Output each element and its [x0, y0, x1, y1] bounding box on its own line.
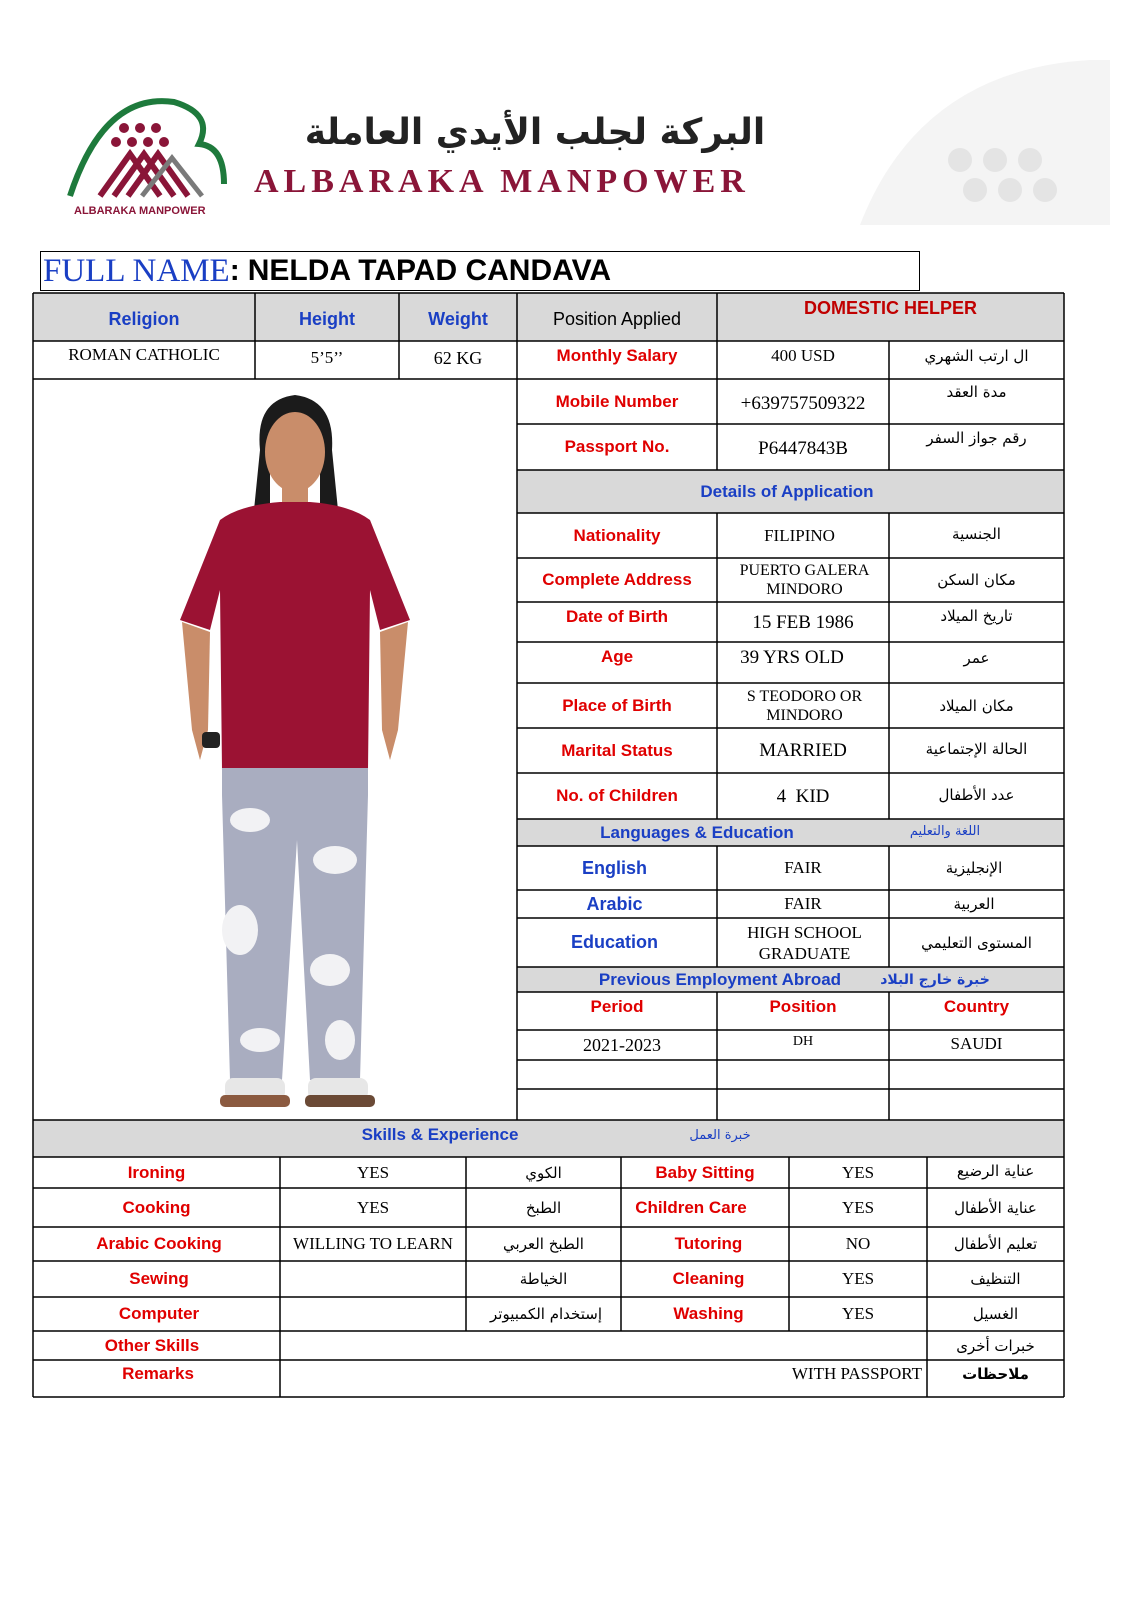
height-value: 5’5’’	[310, 348, 344, 367]
nationality-value: FILIPINO	[764, 525, 835, 545]
children-label: No. of Children	[556, 786, 678, 805]
weight-label: Weight	[428, 308, 488, 329]
marital-status-ar: الحالة الإجتماعية	[925, 740, 1028, 758]
arabic-ar: العربية	[953, 895, 995, 913]
arabic-label: Arabic	[586, 893, 643, 914]
skills-heading: Skills & Experience	[361, 1125, 519, 1144]
education-label: Education	[570, 932, 658, 952]
place-of-birth-label: Place of Birth	[562, 695, 672, 715]
employment-period-value: 2021-2023	[583, 1034, 661, 1055]
dob-ar: تاريخ الميلاد	[940, 607, 1013, 625]
employment-country-value: SAUDI	[950, 1034, 1003, 1053]
position-header: Position	[769, 997, 837, 1016]
skill-sewing-value	[280, 1261, 466, 1297]
country-header: Country	[943, 997, 1010, 1016]
languages-heading-ar: اللغة والتعليم	[909, 823, 981, 839]
english-ar: الإنجليزية	[945, 859, 1003, 877]
age-label: Age	[600, 647, 634, 666]
skill-washing-value: YES	[841, 1304, 875, 1323]
children-ar: عدد الأطفال	[938, 786, 1015, 804]
passport-number-label: Passport No.	[564, 437, 670, 456]
other-skills-value	[280, 1331, 927, 1360]
dob-label: Date of Birth	[566, 607, 668, 626]
remarks-label: Remarks	[122, 1364, 194, 1383]
skill-tutoring-value: NO	[845, 1234, 871, 1253]
skill-children-care-label: Children Care	[635, 1197, 747, 1217]
full-name-label: FULL NAME	[43, 252, 230, 289]
position-applied-label: Position Applied	[552, 308, 682, 329]
marital-status-label: Marital Status	[561, 740, 673, 760]
skill-computer-label: Computer	[118, 1304, 200, 1323]
nationality-ar: الجنسية	[952, 525, 1001, 543]
logo-caption: ALBARAKA MANPOWER	[74, 205, 206, 217]
position-applied-value: DOMESTIC HELPER	[803, 297, 977, 318]
children-value: 4 KID	[776, 786, 830, 807]
skill-arabic-cooking-value: WILLING TO LEARN	[293, 1234, 453, 1253]
skill-cleaning-label: Cleaning	[672, 1269, 745, 1288]
employment-heading-ar: خبرة خارج البلاد	[880, 971, 990, 988]
skill-baby-sitting-ar: عناية الرضيع	[956, 1162, 1035, 1180]
address-ar: مكان السكن	[937, 571, 1016, 589]
skill-computer-ar: إستخدام الكمبيوتر	[490, 1305, 602, 1323]
arabic-company-name: البركة لجلب الأيدي العاملة	[304, 112, 766, 153]
monthly-salary-value: 400 USD	[771, 346, 835, 365]
english-label: English	[581, 857, 647, 878]
skill-computer-value	[280, 1297, 466, 1331]
employment-heading: Previous Employment Abroad	[598, 969, 842, 989]
other-skills-label: Other Skills	[104, 1335, 200, 1355]
skills-heading-ar: خبرة العمل	[689, 1127, 751, 1143]
skill-baby-sitting-value: YES	[841, 1162, 875, 1182]
height-label: Height	[299, 308, 355, 329]
english-value: FAIR	[784, 858, 822, 877]
period-header: Period	[590, 997, 644, 1016]
skill-sewing-ar: الخياطة	[519, 1270, 568, 1288]
skill-arabic-cooking-ar: الطبخ العربي	[503, 1235, 584, 1253]
age-ar: عمر	[963, 649, 990, 667]
marital-status-value: MARRIED	[759, 739, 847, 761]
mobile-number-value: +639757509322	[740, 393, 866, 414]
skill-ironing-value: YES	[356, 1162, 390, 1182]
education-ar: المستوى التعليمي	[921, 933, 1032, 952]
skill-arabic-cooking-label: Arabic Cooking	[96, 1234, 222, 1253]
skill-cooking-label: Cooking	[122, 1197, 191, 1217]
skill-ironing-label: Ironing	[127, 1162, 186, 1182]
dob-value: 15 FEB 1986	[752, 612, 854, 633]
skill-cooking-ar: الطبخ	[525, 1198, 562, 1217]
skill-children-care-value: YES	[841, 1197, 875, 1217]
skill-washing-ar: الغسيل	[972, 1305, 1019, 1323]
details-heading: Details of Application	[700, 481, 874, 501]
skill-cleaning-value: YES	[841, 1269, 875, 1288]
weight-value: 62 KG	[433, 347, 483, 368]
place-of-birth-ar: مكان الميلاد	[939, 696, 1014, 715]
monthly-salary-label: Monthly Salary	[556, 346, 678, 365]
passport-number-ar: رقم جواز السفر	[926, 429, 1027, 447]
monthly-salary-ar: ال ارتب الشهري	[924, 347, 1029, 365]
other-skills-ar: خبرات أخرى	[956, 1336, 1035, 1355]
english-company-name: ALBARAKA MANPOWER	[254, 163, 750, 200]
mobile-number-ar: مدة العقد	[946, 383, 1007, 401]
skill-cleaning-ar: التنظيف	[970, 1270, 1021, 1288]
languages-heading: Languages & Education	[600, 822, 794, 842]
place-of-birth-value: S TEODORO OR MINDORO	[746, 687, 863, 724]
employment-position-value: DH	[792, 1034, 814, 1049]
full-name-value: NELDA TAPAD CANDAVA	[247, 254, 612, 287]
remarks-value: WITH PASSPORT	[791, 1364, 922, 1383]
address-value: PUERTO GALERA MINDORO	[739, 562, 870, 598]
skill-tutoring-label: Tutoring	[674, 1234, 743, 1253]
full-name-separator: :	[229, 254, 240, 287]
mobile-number-label: Mobile Number	[555, 391, 679, 411]
skill-sewing-label: Sewing	[129, 1269, 189, 1288]
skill-children-care-ar: عناية الأطفال	[954, 1198, 1037, 1217]
address-label: Complete Address	[542, 570, 692, 589]
skill-baby-sitting-label: Baby Sitting	[655, 1162, 755, 1182]
religion-value: ROMAN CATHOLIC	[68, 345, 220, 364]
skill-cooking-value: YES	[356, 1197, 390, 1217]
passport-number-value: P6447843B	[758, 438, 848, 459]
religion-label: Religion	[108, 308, 180, 329]
skill-washing-label: Washing	[673, 1304, 744, 1323]
age-value: 39 YRS OLD	[740, 647, 844, 668]
arabic-value: FAIR	[784, 894, 822, 913]
nationality-label: Nationality	[573, 525, 661, 545]
education-value: HIGH SCHOOL GRADUATE	[747, 922, 862, 963]
skill-tutoring-ar: تعليم الأطفال	[953, 1235, 1038, 1253]
skill-ironing-ar: الكوي	[525, 1163, 562, 1182]
remarks-ar: ملاحظات	[962, 1365, 1029, 1383]
